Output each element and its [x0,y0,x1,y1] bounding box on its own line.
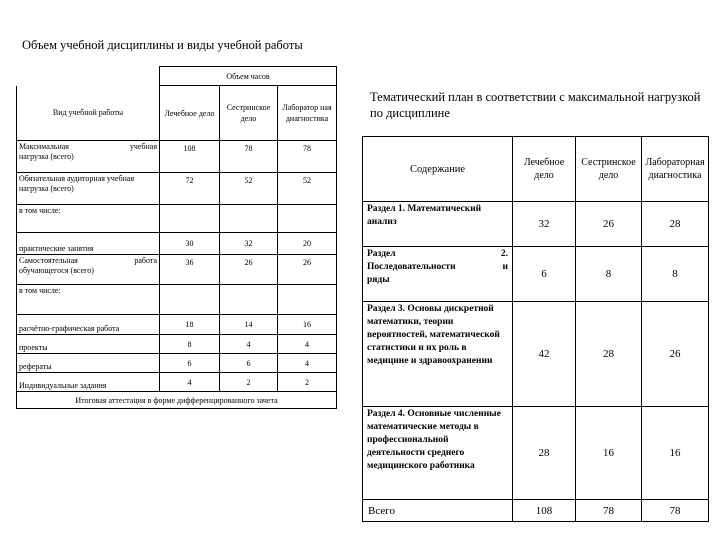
table-row [363,137,709,202]
column-header-content: Содержание [363,137,513,202]
row-label-calc-graph: расчётно-графическая работа [17,315,160,335]
table-row [363,500,709,522]
cell-value: 8 [576,247,642,302]
total-label: Всего [363,500,513,522]
thematic-plan-table [362,136,709,522]
row-label-class-load: Обязательная аудиторная учебная нагрузка (всего) [17,173,160,205]
cell-value: 26 [642,302,709,407]
page-title: Объем учебной дисциплины и виды учебной работы [22,38,303,52]
row-label-including: в том числе: [17,285,160,315]
row-label-individual: Индивидуальные задания [17,373,160,392]
table-row [17,285,337,315]
column-header-work-type: Вид учебной работы [17,86,160,141]
column-header-lab-diagnostics: Лабораторная диагностика [642,137,709,202]
cell-value: 78 [278,141,337,173]
table-row [363,202,709,247]
table-row [17,354,337,373]
table-row [17,335,337,354]
hours-group-header: Объем часов [160,67,337,86]
column-header-general-medicine: Лечебное дело [513,137,576,202]
column-header-nursing: Сестринское дело [576,137,642,202]
row-label-including: в том числе: [17,205,160,233]
table-row [17,392,337,409]
cell-value: 6 [220,354,278,373]
cell-value: 32 [220,233,278,255]
table-row [363,407,709,500]
cell-value: 6 [160,354,220,373]
row-label-max-load: Максимальная учебная нагрузка (всего) [17,141,160,173]
row-label-independent: Самостоятельная работа обучающегося (всего) [17,255,160,285]
cell-value: 42 [513,302,576,407]
cell-value: 4 [278,354,337,373]
cell-value: 32 [513,202,576,247]
column-header-nursing: Сестринское дело [220,86,278,141]
column-header-lab-diagnostics: Лаборатор ная диагностика [278,86,337,141]
section-1-title: Раздел 1. Математический анализ [363,202,513,247]
table-row [363,247,709,302]
cell-value: 52 [278,173,337,205]
thematic-plan-caption: Тематический план в соответствии с максимальной нагрузкой по дисциплине [370,90,701,120]
cell-value: 16 [576,407,642,500]
cell-value: 6 [513,247,576,302]
row-label-projects: проекты [17,335,160,354]
cell-value: 30 [160,233,220,255]
cell-value: 26 [278,255,337,285]
table-row [17,173,337,205]
cell-value: 20 [278,233,337,255]
cell-value: 8 [642,247,709,302]
table-row [17,315,337,335]
cell-value: 4 [160,373,220,392]
cell-value: 26 [576,202,642,247]
cell-value: 14 [220,315,278,335]
cell-value: 28 [576,302,642,407]
cell-value: 16 [642,407,709,500]
cell-value: 72 [160,173,220,205]
cell-value: 78 [642,500,709,522]
section-3-title: Раздел 3. Основы дискретной математики, теории вероятностей, математической статистики и их роль в медицине и здравоохранении [363,302,513,407]
table-row [17,205,337,233]
cell-value: 108 [513,500,576,522]
cell-value: 28 [642,202,709,247]
table-row [17,86,337,141]
row-label-essays: рефераты [17,354,160,373]
column-header-general-medicine: Лечебное дело [160,86,220,141]
cell-value: 16 [278,315,337,335]
cell-value: 26 [220,255,278,285]
cell-value: 18 [160,315,220,335]
cell-value: 52 [220,173,278,205]
section-2-title: Раздел 2. Последовательности и ряды [363,247,513,302]
table-row [17,141,337,173]
cell-value: 78 [576,500,642,522]
cell-value: 108 [160,141,220,173]
cell-value: 78 [220,141,278,173]
table-row [17,233,337,255]
row-label-practical: практические занятия [17,233,160,255]
final-attestation: Итоговая аттестация в форме дифференцированного зачета [17,392,337,409]
table-row [17,373,337,392]
cell-value: 36 [160,255,220,285]
cell-value: 2 [220,373,278,392]
cell-value: 4 [220,335,278,354]
workload-table [16,66,337,409]
cell-value: 4 [278,335,337,354]
table-row [17,67,337,86]
cell-value: 28 [513,407,576,500]
table-row [363,302,709,407]
cell-value: 8 [160,335,220,354]
table-row [17,255,337,285]
cell-value: 2 [278,373,337,392]
section-4-title: Раздел 4. Основные численные математические методы в профессиональной деятельности среднего медицинского работника [363,407,513,500]
